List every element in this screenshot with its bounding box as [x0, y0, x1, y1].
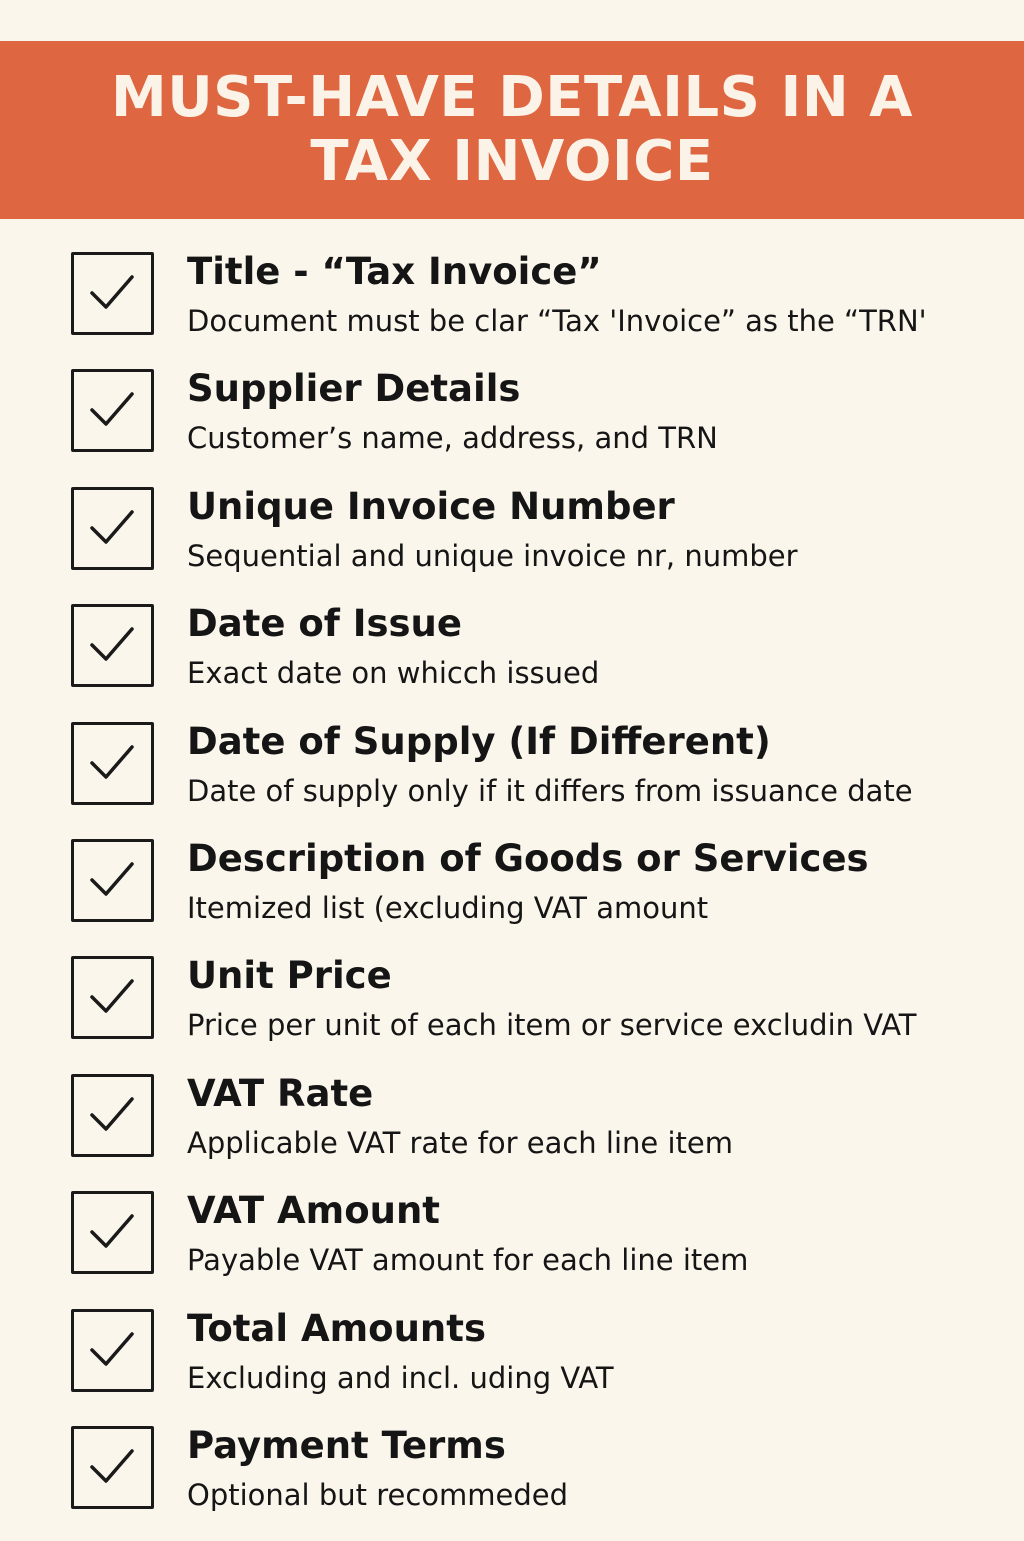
checklist-item	[0, 1307, 1024, 1424]
item-description: Excluding and incl. uding VAT	[187, 1360, 614, 1395]
item-title: Unit Price	[187, 954, 392, 998]
item-title: Supplier Details	[187, 367, 521, 411]
header-banner	[0, 41, 1024, 219]
item-description: Itemized list (excluding VAT amount	[187, 890, 709, 925]
item-description: Exact date on whicch issued	[187, 656, 600, 691]
item-title: Unique Invoice Number	[187, 484, 675, 528]
checklist-item	[0, 367, 1024, 484]
item-description: Applicable VAT rate for each line item	[187, 1125, 733, 1160]
checkbox-checked-icon	[71, 1074, 154, 1157]
checklist-item	[0, 837, 1024, 954]
checkbox-checked-icon	[71, 1191, 154, 1274]
checkbox-checked-icon	[71, 1309, 154, 1392]
checklist-item	[0, 954, 1024, 1071]
checklist-item	[0, 250, 1024, 367]
item-title: Description of Goods or Services	[187, 836, 869, 880]
checklist-item	[0, 1189, 1024, 1306]
item-title: Date of Issue	[187, 602, 462, 646]
checkbox-checked-icon	[71, 487, 154, 570]
item-description: Date of supply only if it differs from issuance date	[187, 773, 913, 808]
item-description: Payable VAT amount for each line item	[187, 1243, 749, 1278]
item-description: Customer’s name, address, and TRN	[187, 421, 718, 456]
checklist-item	[0, 1072, 1024, 1189]
checkbox-checked-icon	[71, 956, 154, 1039]
item-title: Title - “Tax Invoice”	[187, 250, 602, 293]
checklist-item	[0, 1424, 1024, 1541]
item-description: Price per unit of each item or service excludin VAT	[187, 1008, 917, 1043]
item-title: VAT Amount	[187, 1189, 440, 1233]
checklist-item	[0, 720, 1024, 837]
page-title: MUST-HAVE DETAILS IN A TAX INVOICE	[110, 65, 914, 194]
checklist-item	[0, 602, 1024, 719]
item-title: Total Amounts	[187, 1306, 486, 1350]
checkbox-checked-icon	[71, 369, 154, 452]
item-title: Payment Terms	[187, 1423, 506, 1467]
item-title: Date of Supply (If Different)	[187, 719, 771, 763]
checklist-item	[0, 485, 1024, 602]
checkbox-checked-icon	[71, 604, 154, 687]
item-description: Sequential and unique invoice nr, number	[187, 538, 798, 573]
item-title: VAT Rate	[187, 1071, 374, 1115]
item-description: Optional but recommeded	[187, 1477, 569, 1512]
requirements-checklist	[0, 250, 1024, 1541]
checkbox-checked-icon	[71, 252, 154, 335]
checkbox-checked-icon	[71, 722, 154, 805]
item-description: Document must be clar “Tax 'Invoice” as the “TRN'	[187, 304, 927, 338]
checkbox-checked-icon	[71, 1426, 154, 1509]
checkbox-checked-icon	[71, 839, 154, 922]
